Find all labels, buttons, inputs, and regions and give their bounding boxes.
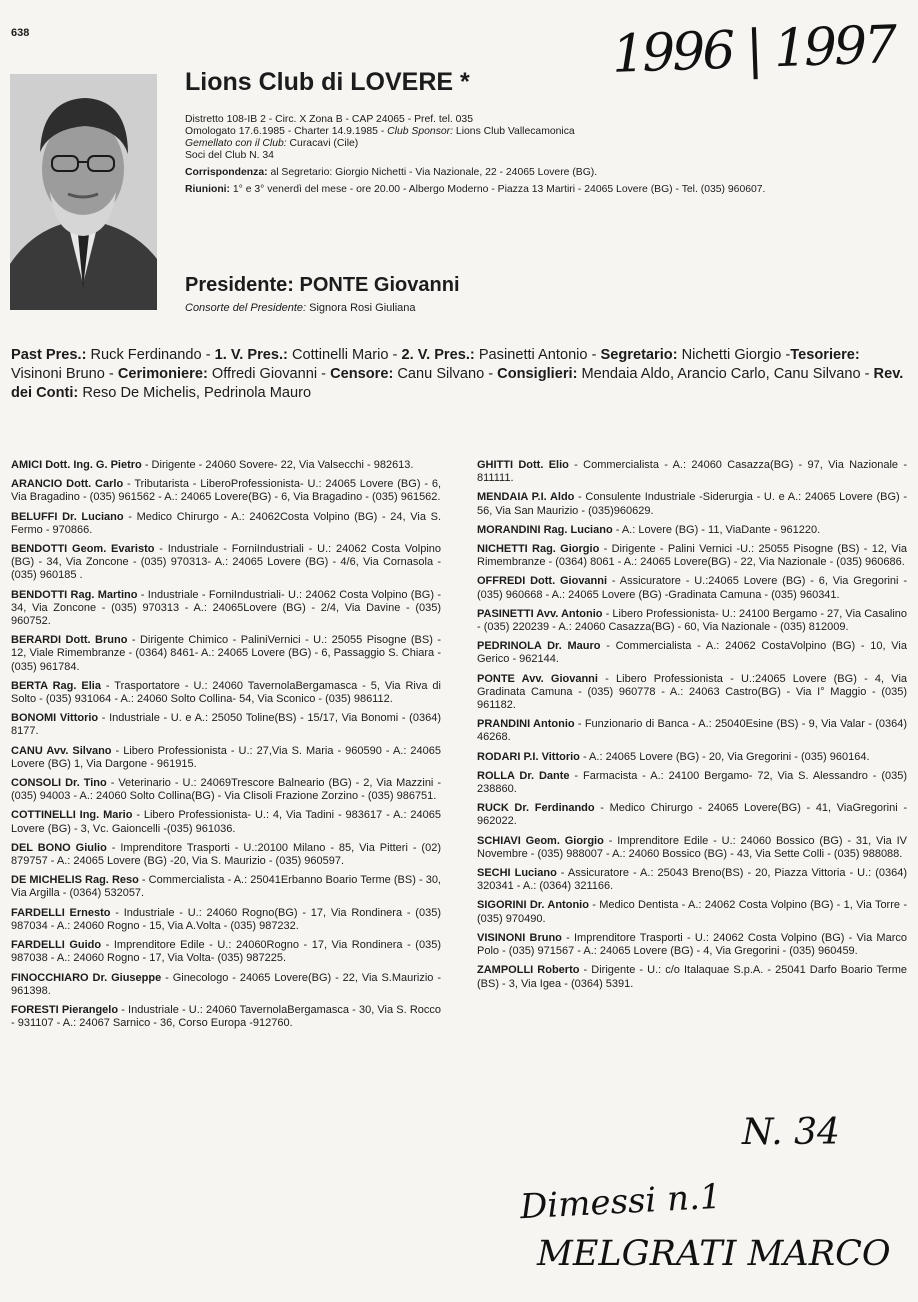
member-entry [477,459,907,485]
member-name: OFFREDI Dott. Giovanni [477,575,608,588]
club-sponsor-label: Club Sponsor: [387,126,454,137]
member-details: - Libero Professionista- U.: 24100 Bergamo - 27, Via Casalino - (035) 220239 - A.: 24060 Casazza(BG) - 60, Via Nazionale - (035) 812009. [477,607,908,634]
consort-label: Consorte del Presidente: [185,302,307,314]
officer-role: 1. V. Pres.: [214,347,288,363]
member-details: - Ginecologo - 24065 Lovere(BG) - 22, Via S.Maurizio - 961398. [11,971,441,997]
member-details: - Industriale - U.: 24060 Rogno(BG) - 17, Via Rondinera - (035) 987034 - A.: 24060 Rogno - 15, Via A.Volta - (035) 987232. [11,906,441,932]
member-name: SIGORINI Dr. Antonio [477,899,589,912]
member-details: - Trasportatore - U.: 24060 TavernolaBergamasca - 5, Via Riva di Solto - (035) 931064 - A.: 24060 Solto Collina- 54, Via Sconico - (035) 986112. [11,679,441,706]
member-details: - Industriale - U. e A.: 25050 Toline(BS) - 15/17, Via Bonomi - (0364) 8177. [11,712,441,738]
member-details: - Dirigente - Palini Vernici -U.: 25055 Pisogne (BS) - 12, Via Rimembranze - (0364) 8061 - A.: 24065 Lovere(BG) - 22, Via Nazionale - (035) 960686. [477,543,908,569]
member-entry [11,939,441,965]
member-details: - Imprenditore Edile - U.: 24060 Bossico (BG) - 31, Via IV Novembre - (035) 988007 - A.: 24060 Bossico (BG) - 43, Via Sette Colli - (035) 988088. [477,834,907,860]
member-name: RODARI P.I. Vittorio [477,750,580,763]
handwritten-note-dismissed: Dimessi n.1 [519,1176,723,1228]
member-entry [11,459,441,472]
club-charter [185,126,905,138]
member-entry [11,478,441,504]
member-name: ARANCIO Dott. Carlo [11,478,124,491]
member-entry [11,874,441,900]
president-photo [10,74,157,310]
consort-value: Signora Rosi Giuliana [306,302,416,314]
portrait-image [10,74,157,310]
member-details: - Commercialista - A.: 24060 Casazza(BG) - 97, Via Nazionale - 811111. [477,459,907,485]
member-entry [477,575,907,601]
meetings-value: 1° e 3° venerdì del mese - ore 20.00 - Albergo Moderno - Piazza 13 Martiri - 24065 Lovere (BG) - Tel. (035) 960607. [230,184,766,195]
meetings-label: Riunioni: [185,184,231,195]
member-name: FINOCCHIARO Dr. Giuseppe [11,971,162,984]
club-correspondence [185,167,905,179]
officers-list [11,346,909,403]
member-entry [11,809,441,835]
member-details: - Assicuratore - U.:24065 Lovere (BG) - 6, Via Gregorini - (035) 960668 - A.: 24065 Lovere (BG) -Gradinata Camuna - (035) 960341. [477,575,907,601]
member-name: BONOMI Vittorio [11,712,99,725]
member-entry [477,524,907,537]
member-entry [477,770,907,796]
member-entry [11,712,441,738]
club-twin-label: Gemellato con il Club: [185,138,287,149]
member-details: - A.: 24065 Lovere (BG) - 20, Via Gregorini - (035) 960164. [579,750,870,763]
member-entry [477,964,907,990]
member-entry [11,543,441,583]
member-name: MENDAIA P.I. Aldo [477,491,575,504]
club-district: Distretto 108-IB 2 - Circ. X Zona B - CAP 24065 - Pref. tel. 035 [185,114,473,125]
officer-name: Reso De Michelis, Pedrinola Mauro [78,385,312,401]
member-name: SCHIAVI Geom. Giorgio [477,834,604,847]
member-name: BENDOTTI Geom. Evaristo [11,543,155,556]
member-details: - Medico Chirurgo - A.: 24062Costa Volpino (BG) - 24, Via S. Fermo - 970866. [11,510,441,536]
member-name: FORESTI Pierangelo [11,1003,119,1016]
member-name: BELUFFI Dr. Luciano [11,510,124,523]
member-name: DE MICHELIS Rag. Reso [11,874,139,887]
officer-role: Segretario: [600,347,678,363]
member-details: - Assicuratore - A.: 25043 Breno(BS) - 20, Piazza Vittoria - U.: (0364) 320341 - A.: (0364) 321166. [477,867,908,893]
club-member-count: Soci del Club N. 34 [185,150,274,161]
member-name: COTTINELLI Ing. Mario [11,809,133,822]
member-name: BERARDI Dott. Bruno [11,634,128,647]
member-details: - Commercialista - A.: 24062 CostaVolpino (BG) - 10, Via Gerico - 962144. [477,640,907,666]
member-name: PEDRINOLA Dr. Mauro [477,640,601,653]
member-details: - Veterinario - U.: 24069Trescore Balneario (BG) - 2, Via Mazzini - (035) 94003 - A.: 24060 Solto Collina(BG) - Via Clisoli Frazione Zorzino - (035) 986751. [11,777,442,803]
handwritten-note-name: MELGRATI MARCO [537,1234,891,1274]
officer-name: Nichetti Giorgio - [677,347,791,363]
member-details: - Dirigente Chimico - PaliniVernici - U.: 25055 Pisogne (BS) - 12, Viale Rimembranze - (0364) 8461- A.: 24065 Lovere (BG) - 6, Passaggio S. Chiara - (035) 961784. [11,634,441,673]
club-header [185,68,905,196]
member-entry [11,589,441,629]
member-entry [11,972,441,998]
member-entry [477,491,907,517]
officer-role: Tesoriere: [790,347,860,363]
members-column-left [11,459,441,1036]
correspondence-value: al Segretario: Giorgio Nichetti - Via Nazionale, 22 - 24065 Lovere (BG). [267,167,598,178]
president-consort [185,302,460,314]
member-entry [11,680,441,706]
member-name: GHITTI Dott. Elio [477,459,569,471]
member-name: PASINETTI Avv. Antonio [477,607,603,620]
page-number: 638 [11,27,30,39]
member-details: - Libero Professionista - U.:24065 Lovere (BG) - 4, Via Gradinata Camuna - (035) 960778 - A.: 24063 Castro(BG) - Via I° Maggio - (035) 961182. [477,672,908,712]
member-name: VISINONI Bruno [477,931,562,944]
member-name: SECHI Luciano [477,867,557,880]
club-charter-dates: Omologato 17.6.1985 - Charter 14.9.1985 - [185,126,388,137]
correspondence-label: Corrispondenza: [185,167,268,178]
member-details: - Imprenditore Trasporti - U.:20100 Milano - 85, Via Pitteri - (02) 879757 - A.: 24065 Lovere (BG) -20, Via S. Maurizio - (035) 960597. [11,841,441,868]
officer-name: Ruck Ferdinando - [86,347,215,363]
member-details: - Farmacista - A.: 24100 Bergamo- 72, Via S. Alessandro - (035) 238860. [477,769,908,796]
member-name: ZAMPOLLI Roberto [477,964,580,977]
member-entry [11,745,441,771]
member-name: CANU Avv. Silvano [11,744,112,757]
member-name: PRANDINI Antonio [477,718,575,731]
member-entry [477,608,907,634]
member-name: FARDELLI Guido [11,939,102,952]
member-name: RUCK Dr. Ferdinando [477,802,595,815]
club-twin [185,138,905,150]
club-meetings [185,184,905,196]
member-details: - Commercialista - A.: 25041Erbanno Boario Terme (BS) - 30, Via Argilla - (0364) 532057. [11,874,441,900]
officer-role: 2. V. Pres.: [401,347,475,363]
officer-role: Past Pres.: [11,347,87,363]
member-name: AMICI Dott. Ing. G. Pietro [11,459,142,471]
officer-name: Visinoni Bruno - [11,366,118,382]
officer-role: Rev. dei Conti: [11,366,904,401]
member-details: - Industriale - U.: 24060 TavernolaBergamasca - 30, Via S. Rocco - 931107 - A.: 24067 Sarnico - 36, Corso Europa -912760. [11,1003,441,1030]
member-entry [477,932,907,958]
member-name: BERTA Rag. Elia [11,679,101,692]
officer-role: Consiglieri: [497,366,578,382]
member-details: - A.: Lovere (BG) - 11, ViaDante - 961220. [612,523,821,536]
member-entry [11,1004,441,1030]
club-sponsor-value: Lions Club Vallecamonica [453,126,575,137]
handwritten-member-count: N. 34 [742,1112,840,1153]
club-twin-value: Curacavi (Cile) [286,138,359,149]
member-entry [11,511,441,537]
member-details: - Consulente Industriale -Siderurgia - U. e A.: 24065 Lovere (BG) - 56, Via San Maurizio - (035)960629. [477,491,907,517]
president-title: Presidente: PONTE Giovanni [185,274,460,296]
officer-name: Mendaia Aldo, Arancio Carlo, Canu Silvano - [577,366,874,382]
member-entry [11,634,441,674]
member-details: - Tributarista - LiberoProfessionista- U.: 24065 Lovere (BG) - 6, Via Bragadino - (035) 961562 - A.: 24065 Lovere(BG) - 6, Via Bragadino - (035) 961562. [11,478,441,504]
member-details: - Dirigente - U.: c/o Italaquae S.p.A. - 25041 Darfo Boario Terme (BS) - 3, Via Igea - (0364) 5391. [477,964,907,990]
member-entry [477,640,907,666]
member-entry [11,907,441,933]
club-title: Lions Club di LOVERE * [185,68,470,96]
member-details: - Libero Professionista - U.: 27,Via S. Maria - 960590 - A.: 24065 Lovere (BG) 1, Via Dargone - 961915. [11,744,441,770]
member-entry [477,802,907,828]
member-details: - Imprenditore Edile - U.: 24060Rogno - 17, Via Rondinera - (035) 987038 - A.: 24060 Rogno - 17, Via Volta- (035) 987225. [11,939,441,965]
officer-role: Censore: [330,366,394,382]
member-entry [11,777,441,803]
member-details: - Medico Chirurgo - 24065 Lovere(BG) - 41, ViaGregorini - 962022. [477,802,907,828]
member-entry [477,543,907,569]
member-name: ROLLA Dr. Dante [477,769,570,782]
member-name: DEL BONO Giulio [11,841,107,854]
member-name: MORANDINI Rag. Luciano [477,523,613,536]
officer-role: Cerimoniere: [117,366,208,382]
president-section [185,274,460,314]
officer-name: Canu Silvano - [393,366,498,382]
member-name: CONSOLI Dr. Tino [11,777,107,790]
officer-name: Offredi Giovanni - [207,366,331,382]
member-details: - Dirigente - 24060 Sovere- 22, Via Valsecchi - 982613. [141,459,414,471]
member-entry [477,899,907,925]
member-entry [477,718,907,744]
member-entry [477,673,907,713]
member-name: PONTE Avv. Giovanni [477,672,598,685]
officer-name: Pasinetti Antonio - [474,347,601,363]
member-entry [477,835,907,861]
member-details: - Medico Dentista - A.: 24062 Costa Volpino (BG) - 1, Via Torre - (035) 970490. [477,899,907,925]
officer-name: Cottinelli Mario - [287,347,402,363]
member-details: - Industriale - ForniIndustriali - U.: 24062 Costa Volpino (BG) - 34, Via Zoncone - (035) 970313- A.: 24065 Lovere (BG) - 4/6, Via Cornasola - (035) 960185 . [11,543,441,582]
member-details: - Imprenditore Trasporti - U.: 24062 Costa Volpino (BG) - Via Marco Polo - (035) 971567 - A.: 24065 Lovere (BG) - 4, Via Gregorini - (035) 960459. [477,931,907,958]
member-entry [477,867,907,893]
member-name: BENDOTTI Rag. Martino [11,588,138,601]
members-column-right [477,459,907,997]
member-details: - Libero Professionista- U.: 4, Via Tadini - 983617 - A.: 24065 Lovere (BG) - 3, Vc. Gaioncelli -(035) 961036. [11,809,441,835]
handwritten-year: 1996 | 1997 [611,15,896,85]
member-details: - Funzionario di Banca - A.: 25040Esine (BS) - 9, Via Valar - (0364) 46268. [477,718,907,744]
member-entry [477,751,907,764]
member-details: - Industriale - ForniIndustriali- U.: 24062 Costa Volpino (BG) - 34, Via Zoncone - (035) 970313 - A.: 24065Lovere (BG) - 2/4, Via Davine - (035) 960752. [11,588,442,628]
member-name: NICHETTI Rag. Giorgio [477,543,600,556]
member-name: FARDELLI Ernesto [11,906,111,919]
member-entry [11,842,441,868]
